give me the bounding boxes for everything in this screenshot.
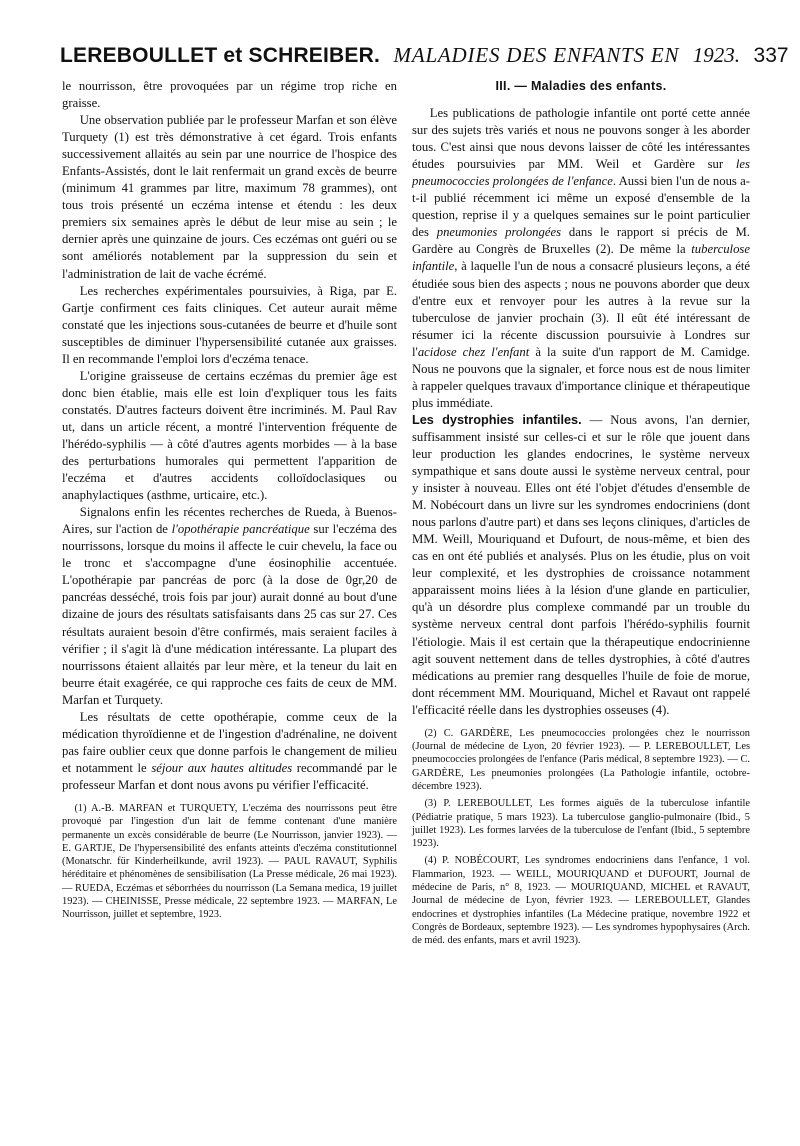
emphasis: pneumonies prolongées (436, 225, 562, 240)
text-run: — Nous avons, l'an dernier, suffisamment insisté sur celles-ci et sur le rôle que jouent dans leur production les glandes endocrines, le système nerveux sympathique et sans doute aussi le système nerveux central, pour y insister à nouveau. Elles ont été l'objet d'études d'ensemble de M. Nobécourt dans un livre sur les syndromes endocriniens (dont nous parlons d'autre part) et dans ses leçons cliniques, d'articles de MM. Weill, Mouriquand et Dufourt, de nous-même, et bien des cas en ont été publiés et analysés. Plus on les étudie, plus on voit leur complexité, et les dystrophies de croissance notamment apparaissent moins liées à la lésion d'une glande en particulier, qu'à un désordre plus complexe commandé par un trouble du système nerveux central dont parfois l'hérédo-syphilis fournit l'étiologie. Mais il est certain que la thérapeutique endocrinienne agit souvent nettement dans de telles dystrophies, à côté d'autres médications au premier rang desquelles l'huile de foie de morue, dont récemment MM. Mouriquand, Michel et Ravaut ont rappelé l'efficacité réelle dans les dystrophies osseuses (4). (412, 412, 750, 717)
running-header (60, 42, 789, 72)
footnote-3: (3) P. LEREBOULLET, Les formes aiguës de la tuberculose infantile (Pédiatrie pratique, 5 mars 1923). La tuberculose ganglio-pulmonaire (Ibid., 5 juillet 1923). Les formes larvées de la tuberculose de l'enfant (Ibid., 5 septembre 1923). (412, 798, 750, 850)
text-run: . Aussi bien l'un de nous a-t-il publié récemment ici même un exposé d'ensemble de la question, reprise il y a quelques semaines sur le point particulier des (412, 174, 750, 240)
section-heading: III. — Maladies des enfants. (495, 79, 667, 93)
right-column (412, 78, 750, 951)
paragraph: L'origine graisseuse de certains eczémas du premier âge est donc bien établie, mais elle est loin d'expliquer tous les faits constatés. D'autres facteurs doivent être incriminés. M. Paul Rav ut, dans un article récent, a montré l'intervention fréquente de l'hérédo-syphilis — à côté d'autres agents morbides — à la base des perturbations humorales qui permettent l'apparition de l'eczéma et d'autres accidents colloïdoclasiques ou anaphylactiques (asthme, urticaire, etc.). (62, 368, 397, 503)
text-run: Les résultats de cette opothérapie, comme ceux de la médication thyroïdienne et de l'ingestion d'adrénaline, ne doivent pas faire oublier ceux que donne parfois le changement de milieu et notamment le (62, 709, 397, 775)
paragraph (412, 412, 750, 719)
header-year: 1923. (692, 43, 741, 67)
emphasis: séjour aux hautes altitudes (151, 760, 293, 775)
emphasis: acidose chez l'enfant (417, 344, 530, 359)
text-run: à la suite d'un rapport de M. Camidge. Nous ne pouvons que la signaler, et force nous est de nous limiter à rappeler quelques travaux d'importance clinique et thérapeutique plus immédiate. (412, 344, 750, 410)
header-title: MALADIES DES ENFANTS EN (393, 43, 680, 67)
footnotes (62, 802, 397, 922)
text-run: , à laquelle l'un de nous a consacré plusieurs leçons, a été étudiée sous bien des aspects ; nous ne pouvons aborder que deux d'entre eux et renvoyer pour les autres à la revue sur la tuberculose de janvier prochain (3). Il eût été intéressant de résumer ici la récente discussion poursuivie à Londres sur l' (412, 259, 750, 359)
emphasis: l'opothérapie pancréatique (171, 522, 310, 537)
emphasis: les pneumococcies prolongées de l'enfance (412, 157, 750, 189)
footnote-2: (2) C. GARDÈRE, Les pneumococcies prolongées chez le nourrisson (Journal de médecine de Lyon, 20 février 1923). — P. LEREBOULLET, Les pneumococcies prolongées de l'enfance (Paris médical, 8 septembre 1923). — C. GARDÈRE, Les pneumonies prolongées (La Pathologie infantile, octobre-décembre 1923). (412, 727, 750, 792)
paragraph (62, 709, 397, 794)
paragraph: Les recherches expérimentales poursuivies, à Riga, par E. Gartje confirment ces faits cliniques. Cet auteur aurait même constaté que les injections sous-cutanées de beurre et d'huile sont susceptibles de diminuer l'hypersensibilité cutanée aux graisses. Il en recommande l'emploi lors d'eczéma tenace. (62, 283, 397, 366)
page-number: 337 (753, 44, 789, 67)
text-run: Les publications de pathologie infantile ont porté cette année sur des sujets très variés et nous ne pouvons songer à les aborder tous. C'est ainsi que nous devons laisser de côté les intéressantes études poursuivies par MM. Weil et Gardère sur (412, 106, 750, 172)
paragraph (412, 105, 750, 412)
emphasis: tuberculose infantile (412, 242, 750, 274)
footnote-1: (1) A.-B. MARFAN et TURQUETY, L'eczéma des nourrissons peut être provoqué par l'ingestion d'un lait de femme contenant d'une manière permanente un excès considérable de beurre (Le Nourrisson, janvier 1923). — E. GARTJE, De l'hypersensibilité des enfants atteints d'eczéma constitutionnel (Monatschr. für Kinderheilkunde, avril 1923). — PAUL RAVAUT, Syphilis héréditaire et phénomènes de sensibilisation (La Presse médicale, 26 mai 1923). — RUEDA, Eczémas et séborrhées du nourrisson (La Semana medica, 19 juillet 1923). — CHEINISSE, Presse médicale, 22 septembre 1923. — MARFAN, Le Nourrisson, juillet et septembre, 1923. (62, 802, 398, 921)
text-run: dans le rapport si précis de M. Gardère au Congrès de Bruxelles (2). De même la (412, 225, 750, 257)
paragraph: Une observation publiée par le professeur Marfan et son élève Turquety (1) est très démonstrative à cet égard. Trois enfants successivement allaités au sein par une nourrice de l'hospice des Enfants-Assistés, dont le lait renfermait un grand excès de beurre (minimum 41 grammes par litre, maximum 78 grammes), ont tous trois présenté un eczéma intense et étendu : les deux premiers six semaines après le début de leur mise au sein ; le dernier après une quinzaine de jours. Ces eczémas ont guéri ou se sont améliorés notablement par la suppression du sein et l'administration de lait de vache écrémé. (62, 113, 397, 281)
footnotes (412, 727, 750, 948)
paragraph: le nourrisson, être provoquées par un régime trop riche en graisse. (62, 79, 397, 111)
text-run: sur l'eczéma des nourrissons, lorsque du moins il affecte le cuir chevelu, la face ou le tronc et s'accompagne d'une éosinophilie accentuée. L'opothérapie par pancréas de porc (à la dose de 0gr,20 de pancréas desséché, trois fois par jour) aurait donné au bout d'une dizaine de jours des résultats satisfaisants dans 25 cas sur 27. Ces résultats auraient besoin d'être confirmés, mais seraient faciles à vérifier ; il s'agit là d'une médication intéressante. La plupart des nourrissons étaient allaités par leur mère, et la teneur du lait en beurre était exagérée, ce qui rapproche ces faits de ceux de MM. Marfan et Turquety. (62, 522, 397, 707)
left-column (62, 78, 397, 926)
footnote-4: (4) P. NOBÉCOURT, Les syndromes endocriniens dans l'enfance, 1 vol. Flammarion, 1923. — WEILL, MOURIQUAND et DUFOURT, Journal de médecine de Paris, n° 8, 1923. — MOURIQUAND, MICHEL et RAVAUT, Journal de médecine de Lyon, février 1923. — LEREBOULLET, Glandes endocrines et dystrophies infantiles (La Médecine pratique, novembre 1922 et Congrès de Bordeaux, septembre 1923). — Les syndromes hypophysaires (Arch. de méd. des enfants, mars et avril 1923). (412, 855, 750, 947)
header-authors: LEREBOULLET et SCHREIBER. (60, 44, 381, 67)
paragraph (62, 504, 397, 709)
text-run: Signalons enfin les récentes recherches de Rueda, à Buenos-Aires, sur l'action de (62, 505, 397, 537)
run-in-heading: Les dystrophies infantiles. (412, 412, 582, 427)
text-run: recommandé par le professeur Marfan et dont nous avons pu vérifier l'efficacité. (62, 760, 397, 792)
